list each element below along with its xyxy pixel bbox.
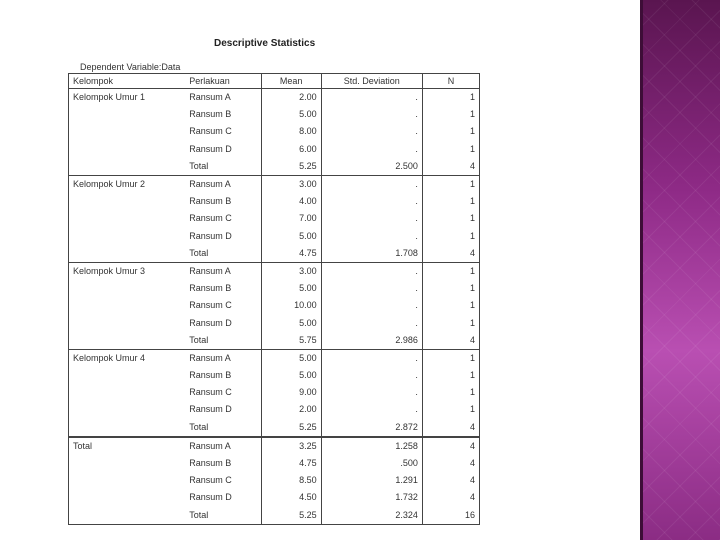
group-cell <box>69 141 186 158</box>
std-deviation-cell: . <box>321 193 422 210</box>
mean-cell: 5.75 <box>261 332 321 350</box>
n-cell: 1 <box>469 196 475 207</box>
mean-cell: 2.00 <box>261 89 321 107</box>
header-std-deviation: Std. Deviation <box>321 74 422 89</box>
mean-cell: 5.25 <box>261 507 321 525</box>
std-deviation-cell: . <box>321 228 422 245</box>
std-deviation-cell: . <box>321 262 422 280</box>
n-cell: 1 <box>469 283 475 294</box>
group-cell <box>69 472 186 489</box>
std-deviation-cell: . <box>321 384 422 401</box>
treatment-cell: Ransum C <box>185 297 261 314</box>
n-cell: 1 <box>469 109 475 120</box>
table-row <box>69 419 480 437</box>
mean-cell: 3.00 <box>261 175 321 193</box>
table-row <box>69 437 480 455</box>
table-row <box>69 367 480 384</box>
std-deviation-cell: 2.324 <box>321 507 422 525</box>
header-group: Kelompok <box>69 74 186 89</box>
mean-cell: 4.75 <box>261 245 321 263</box>
group-cell <box>69 489 186 506</box>
group-cell: Kelompok Umur 4 <box>69 349 186 367</box>
std-deviation-cell: . <box>321 349 422 367</box>
n-cell: 4 <box>469 421 475 432</box>
mean-cell: 5.00 <box>261 367 321 384</box>
treatment-cell: Ransum B <box>185 367 261 384</box>
n-cell: 1 <box>469 317 475 328</box>
group-cell: Kelompok Umur 2 <box>69 175 186 193</box>
n-cell: 4 <box>469 247 475 258</box>
mean-cell: 2.00 <box>261 401 321 418</box>
treatment-cell: Ransum A <box>185 437 261 455</box>
treatment-cell: Ransum B <box>185 280 261 297</box>
header-treatment: Perlakuan <box>185 74 261 89</box>
treatment-cell: Ransum D <box>185 401 261 418</box>
n-cell: 1 <box>469 126 475 137</box>
treatment-cell: Ransum B <box>185 193 261 210</box>
treatment-cell: Ransum C <box>185 210 261 227</box>
n-cell: 4 <box>469 492 475 503</box>
group-cell <box>69 314 186 331</box>
n-cell: 1 <box>469 300 475 311</box>
group-cell <box>69 245 186 263</box>
n-cell: 1 <box>469 143 475 154</box>
n-cell: 1 <box>469 230 475 241</box>
std-deviation-cell: . <box>321 314 422 331</box>
table-row <box>69 455 480 472</box>
table-row <box>69 297 480 314</box>
std-deviation-cell: 2.500 <box>321 158 422 176</box>
table-row <box>69 314 480 331</box>
n-cell: 1 <box>422 175 479 193</box>
mean-cell: 4.50 <box>261 489 321 506</box>
group-cell <box>69 106 186 123</box>
mean-cell: 4.00 <box>261 193 321 210</box>
treatment-cell: Total <box>185 158 261 176</box>
mean-cell: 4.75 <box>261 455 321 472</box>
mean-cell: 8.50 <box>261 472 321 489</box>
mean-cell: 3.00 <box>261 262 321 280</box>
treatment-cell: Ransum A <box>185 349 261 367</box>
mean-cell: 9.00 <box>261 384 321 401</box>
table-row <box>69 384 480 401</box>
group-cell <box>69 228 186 245</box>
table-row <box>69 210 480 227</box>
group-cell: Kelompok Umur 3 <box>69 262 186 280</box>
table-row <box>69 401 480 418</box>
table-row <box>69 141 480 158</box>
treatment-cell: Total <box>185 245 261 263</box>
treatment-cell: Ransum D <box>185 314 261 331</box>
mean-cell: 5.00 <box>261 349 321 367</box>
treatment-cell: Ransum C <box>185 123 261 140</box>
mean-cell: 5.00 <box>261 228 321 245</box>
mean-cell: 5.00 <box>261 280 321 297</box>
mean-cell: 5.25 <box>261 158 321 176</box>
treatment-cell: Ransum D <box>185 141 261 158</box>
treatment-cell: Ransum A <box>185 262 261 280</box>
group-cell <box>69 401 186 418</box>
table-row <box>69 158 480 176</box>
std-deviation-cell: . <box>321 367 422 384</box>
header-row <box>69 74 480 89</box>
table-row <box>69 472 480 489</box>
n-cell: 1 <box>422 262 479 280</box>
dependent-variable-label: Dependent Variable:Data <box>80 62 181 72</box>
n-cell: 1 <box>469 387 475 398</box>
group-cell: Kelompok Umur 1 <box>69 89 186 107</box>
header-mean: Mean <box>261 74 321 89</box>
std-deviation-cell: . <box>321 297 422 314</box>
mean-cell: 3.25 <box>261 437 321 455</box>
std-deviation-cell: 1.291 <box>321 472 422 489</box>
mean-cell: 5.00 <box>261 314 321 331</box>
treatment-cell: Ransum B <box>185 106 261 123</box>
mean-cell: 5.00 <box>261 106 321 123</box>
n-cell: 16 <box>422 507 479 525</box>
std-deviation-cell: 1.258 <box>321 437 422 455</box>
n-cell: 4 <box>469 475 475 486</box>
group-cell <box>69 280 186 297</box>
table-row <box>69 262 480 280</box>
group-cell <box>69 367 186 384</box>
group-cell <box>69 455 186 472</box>
group-cell <box>69 123 186 140</box>
mean-cell: 5.25 <box>261 419 321 437</box>
group-cell <box>69 158 186 176</box>
table-body <box>69 89 480 525</box>
table-row <box>69 245 480 263</box>
group-cell <box>69 193 186 210</box>
header-n: N <box>422 74 479 89</box>
std-deviation-cell: 2.872 <box>321 419 422 437</box>
n-cell: 1 <box>422 349 479 367</box>
treatment-cell: Ransum D <box>185 489 261 506</box>
std-deviation-cell: . <box>321 89 422 107</box>
std-deviation-cell: . <box>321 401 422 418</box>
n-cell: 4 <box>469 458 475 469</box>
group-cell <box>69 507 186 525</box>
group-cell <box>69 210 186 227</box>
group-cell <box>69 297 186 314</box>
std-deviation-cell: . <box>321 141 422 158</box>
n-cell: 4 <box>469 334 475 345</box>
std-deviation-cell: 1.708 <box>321 245 422 263</box>
descriptive-statistics-table <box>68 73 480 525</box>
treatment-cell: Total <box>185 507 261 525</box>
decorative-side-panel <box>640 0 720 540</box>
table-row <box>69 332 480 350</box>
std-deviation-cell: . <box>321 175 422 193</box>
std-deviation-cell: . <box>321 123 422 140</box>
std-deviation-cell: 1.732 <box>321 489 422 506</box>
n-cell: 1 <box>469 370 475 381</box>
treatment-cell: Ransum C <box>185 472 261 489</box>
group-cell <box>69 384 186 401</box>
table-row <box>69 106 480 123</box>
table-row <box>69 349 480 367</box>
n-cell: 1 <box>422 89 479 107</box>
treatment-cell: Ransum A <box>185 89 261 107</box>
group-cell <box>69 332 186 350</box>
treatment-cell: Ransum D <box>185 228 261 245</box>
mean-cell: 6.00 <box>261 141 321 158</box>
n-cell: 1 <box>469 404 475 415</box>
std-deviation-cell: . <box>321 106 422 123</box>
mean-cell: 10.00 <box>261 297 321 314</box>
table-title: Descriptive Statistics <box>214 38 316 49</box>
std-deviation-cell: . <box>321 280 422 297</box>
table-row <box>69 228 480 245</box>
std-deviation-cell: 2.986 <box>321 332 422 350</box>
mean-cell: 7.00 <box>261 210 321 227</box>
treatment-cell: Ransum C <box>185 384 261 401</box>
n-cell: 4 <box>422 437 479 455</box>
treatment-cell: Ransum B <box>185 455 261 472</box>
table-row <box>69 123 480 140</box>
treatment-cell: Ransum A <box>185 175 261 193</box>
group-cell: Total <box>69 437 186 455</box>
std-deviation-cell: . <box>321 210 422 227</box>
group-cell <box>69 419 186 437</box>
table-row <box>69 193 480 210</box>
n-cell: 4 <box>469 160 475 171</box>
table-row <box>69 507 480 525</box>
table-row <box>69 89 480 107</box>
table-row <box>69 175 480 193</box>
table-row <box>69 489 480 506</box>
mean-cell: 8.00 <box>261 123 321 140</box>
treatment-cell: Total <box>185 419 261 437</box>
n-cell: 1 <box>469 213 475 224</box>
std-deviation-cell: .500 <box>321 455 422 472</box>
treatment-cell: Total <box>185 332 261 350</box>
table-row <box>69 280 480 297</box>
